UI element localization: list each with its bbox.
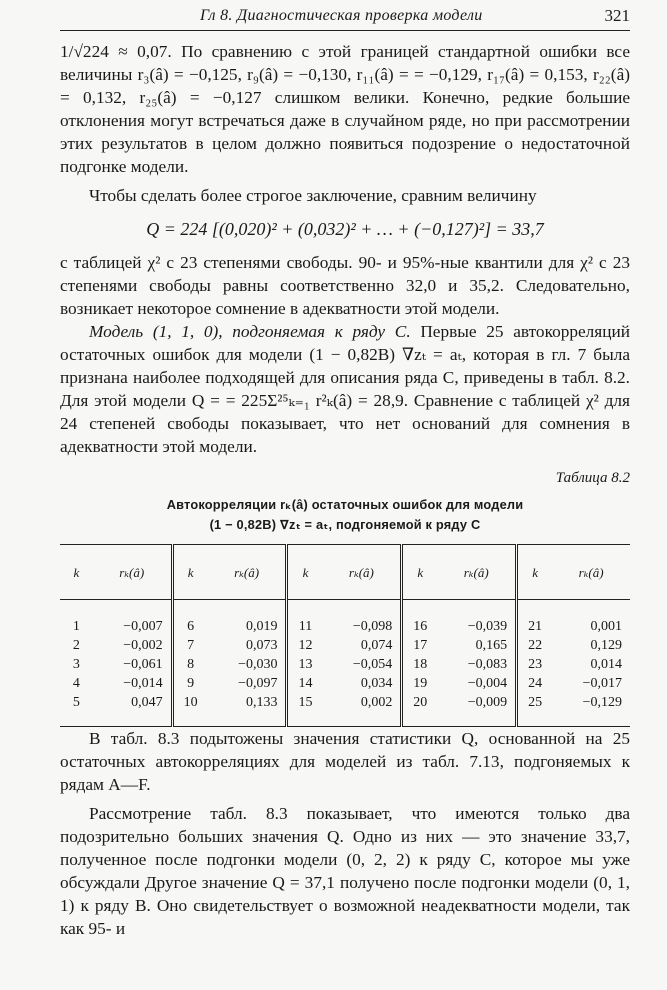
cell-r: 0,074 [322,636,401,655]
cell-r: 0,001 [590,619,622,634]
cell-r: 0,133 [208,693,287,727]
cell-k: 24 [528,676,543,691]
paragraph-strict-conclusion: Чтобы сделать более строгое заключение, сравним величину [89,186,537,205]
table-row [60,674,630,693]
cell-k: 18 [413,657,428,672]
table-row [60,655,630,674]
cell-r: −0,039 [437,600,516,637]
col-header-r: rₖ(â) [208,545,287,600]
cell-k: 7 [187,638,195,653]
cell-r: −0,017 [582,676,622,691]
cell-r: −0,002 [93,636,172,655]
cell-k: 21 [528,619,543,634]
cell-k: 13 [298,657,313,672]
col-header-k: k [287,545,322,600]
cell-k: 1 [72,619,80,634]
col-header-k: k [402,545,437,600]
cell-r: −0,097 [208,674,287,693]
cell-k: 22 [528,638,543,653]
cell-r: −0,030 [208,655,287,674]
table-header-row [60,545,630,600]
q-statistic-equation: Q = 224 [(0,020)² + (0,032)² + … + (−0,127)²] = 33,7 [146,219,544,239]
paragraph-chi-square: с таблицей χ² с 23 степенями свободы. 90- и 95%-ные квантили для χ² с 23 степенями свободы равны соответственно 32,0 и 35,2. Следовательно, возникает некоторое сомнение в адекватности этой модели. [60,253,630,318]
table-row [60,693,630,727]
cell-k: 5 [72,695,80,710]
cell-k: 15 [298,695,313,710]
col-header-r: rₖ(â) [552,545,630,600]
cell-k: 12 [298,638,313,653]
table-row [60,600,630,637]
cell-r: −0,083 [437,655,516,674]
cell-r: 0,047 [93,693,172,727]
page-body [60,40,630,940]
cell-k: 2 [72,638,80,653]
cell-k: 3 [72,657,80,672]
cell-r: −0,061 [93,655,172,674]
col-header-k: k [60,545,93,600]
cell-k: 6 [187,619,195,634]
cell-r: −0,098 [322,600,401,637]
cell-r: 0,014 [590,657,622,672]
cell-k: 20 [413,695,428,710]
table-caption [60,495,630,535]
cell-r: 0,019 [208,600,287,637]
paragraph-model-110 [60,320,630,458]
cell-k: 17 [413,638,428,653]
col-header-k: k [517,545,552,600]
cell-k: 23 [528,657,543,672]
cell-k: 25 [528,695,543,710]
chapter-title: Гл 8. Диагностическая проверка модели [200,7,483,24]
table-caption-line2: (1 − 0,82B) ∇zₜ = aₜ, подгоняемой к ряду С [209,517,481,532]
table-row [60,636,630,655]
paragraph-standard-error: 1/√224 ≈ 0,07. По сравнению с этой границей стандартной ошибки все величины r₃(â) = −0,125, r₉(â) = −0,130, r₁₁(â) = = −0,129, r₁₇(â) = 0,153, r₂₂(â) = 0,132, r₂₅(â) = −0,127 слишком велики. Конечно, редкие большие отклонения могут встречаться даже в случайном ряде, но при рассмотрении этих результатов в целом должно появиться подозрение о недостаточной подгонке модели. [60,42,630,176]
cell-k: 9 [187,676,195,691]
cell-r: 0,129 [590,638,622,653]
cell-r: −0,054 [322,655,401,674]
cell-r: 0,165 [437,636,516,655]
cell-r: −0,007 [93,600,172,637]
cell-k: 11 [298,619,313,634]
page-number: 321 [604,6,630,25]
cell-r: −0,129 [582,695,622,710]
paragraph-suspicious-values: Рассмотрение табл. 8.3 показывает, что имеются только два подозрительно больших значения Q. Одно из них — это значение 33,7, полученное после подгонки модели (0, 2, 2) к ряду С, которое мы уже обсуждали Другое значение Q = 37,1 получено после подгонки модели (0, 1, 1) к ряду В. Оно свидетельствует о возможной неадекватности модели, так как 95- и [60,804,630,938]
cell-k: 4 [72,676,80,691]
model-heading: Модель (1, 1, 0), подгоняемая к ряду С. [89,322,411,341]
col-header-r: rₖ(â) [437,545,516,600]
col-header-r: rₖ(â) [93,545,172,600]
cell-k: 14 [298,676,313,691]
cell-k: 16 [413,619,428,634]
cell-r: −0,014 [93,674,172,693]
cell-k: 10 [183,695,198,710]
col-header-r: rₖ(â) [322,545,401,600]
autocorrelation-table [60,544,630,727]
running-header [60,4,630,31]
table-number: Таблица 8.2 [555,470,630,486]
model-text: Первые 25 автокорреляций остаточных ошибок для модели (1 − 0,82B) ∇zₜ = aₜ, которая в гл. 7 была признана наиболее подходящей для описания ряда С, приведены в табл. 8.2. Для этой модели Q = = 225Σ²⁵ₖ₌₁ r²ₖ(â) = 28,9. Сравнение с таблицей χ² для 24 степеней свободы показывает, что нет оснований для сомнения в адекватности этой модели. [60,322,631,456]
table-caption-line1: Автокорреляции rₖ(â) остаточных ошибок для модели [166,497,524,512]
cell-k: 19 [413,676,428,691]
cell-r: −0,004 [437,674,516,693]
cell-r: 0,073 [208,636,287,655]
paragraph-table-8-3: В табл. 8.3 подытожены значения статистики Q, основанной на 25 остаточных автокорреляциях для моделей из табл. 7.13, подгоняемых к рядам А—F. [60,729,630,794]
cell-r: 0,002 [322,693,401,727]
cell-r: 0,034 [322,674,401,693]
col-header-k: k [172,545,207,600]
cell-k: 8 [187,657,195,672]
cell-r: −0,009 [437,693,516,727]
